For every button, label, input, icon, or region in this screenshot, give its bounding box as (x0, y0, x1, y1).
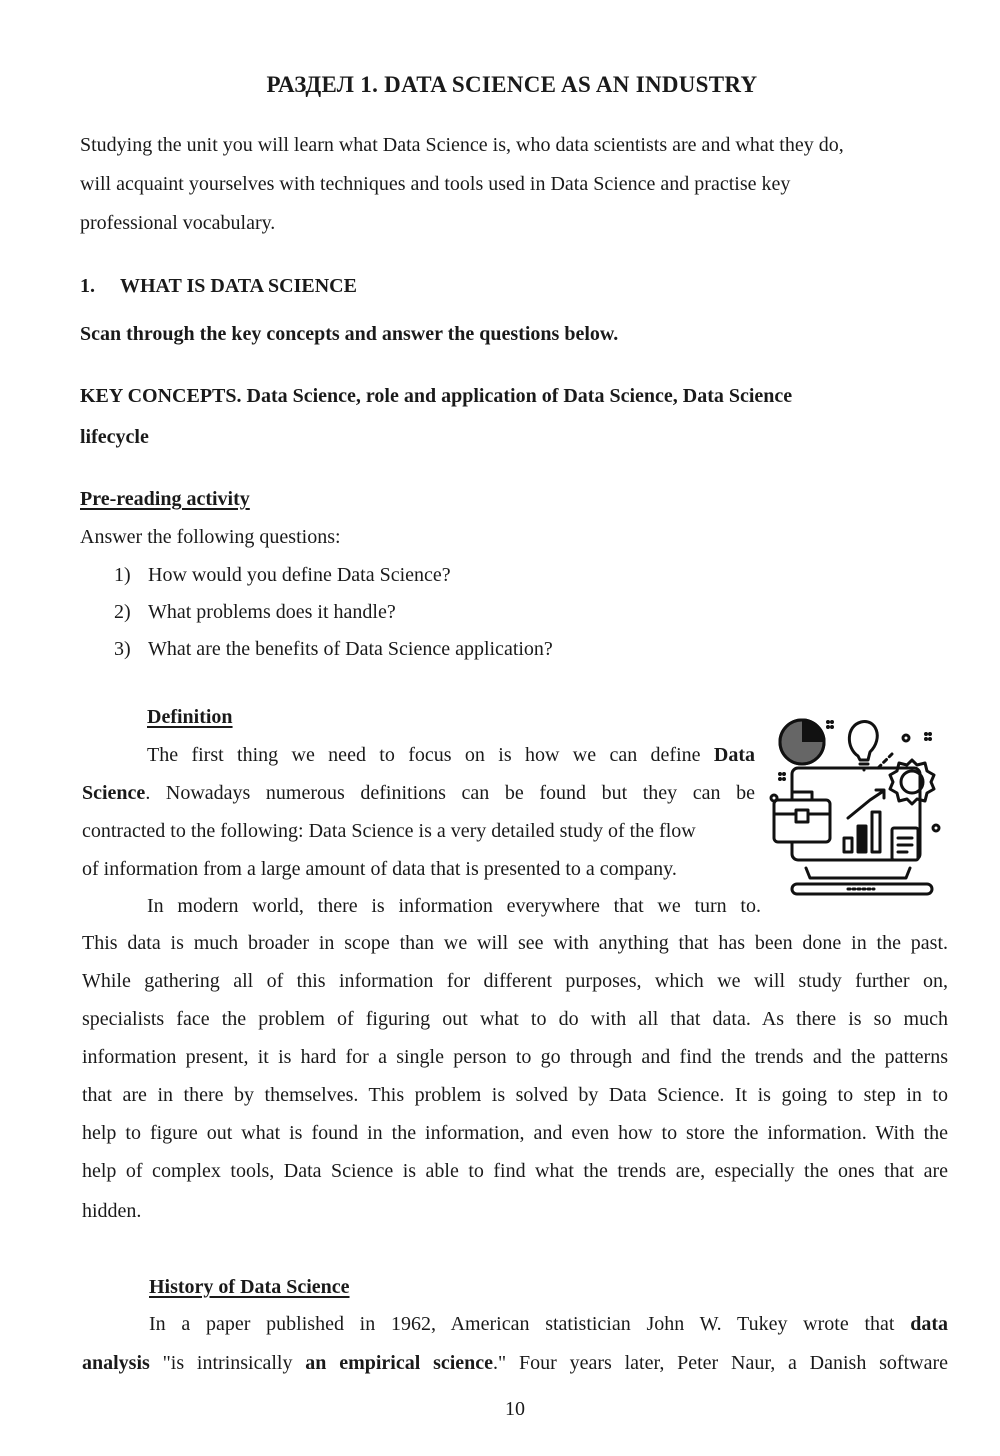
prereading-heading: Pre-reading activity (80, 488, 250, 510)
bold-term: Science (82, 782, 146, 804)
body-line: specialists face the problem of figuring out what to do with all that data. As there is so much (82, 1008, 948, 1030)
prereading-prompt: Answer the following questions: (80, 526, 341, 548)
intro-line-3: professional vocabulary. (80, 212, 276, 234)
list-item-text: What problems does it handle? (148, 601, 396, 623)
bold-term: analysis (82, 1352, 150, 1374)
history-line-2 (82, 1344, 948, 1382)
bold-term: data (910, 1313, 948, 1335)
definition-heading: Definition (147, 706, 233, 728)
pie-chart-icon (780, 720, 824, 764)
body-line: help of complex tools, Data Science is able to find what the trends are, especially the ones that are (82, 1160, 948, 1182)
history-heading: History of Data Science (149, 1276, 350, 1298)
key-concepts-line-1: KEY CONCEPTS. Data Science, role and application of Data Science, Data Science (80, 385, 793, 407)
body-line: While gathering all of this information for different purposes, which we will study further on, (82, 970, 948, 992)
data-science-icon (766, 708, 946, 898)
text-run: . Nowadays numerous definitions can be found but they can be (145, 782, 755, 804)
intro-line-1: Studying the unit you will learn what Data Science is, who data scientists are and what they do, (80, 134, 844, 156)
scan-instruction: Scan through the key concepts and answer the questions below. (80, 323, 619, 345)
body-line: that are in there by themselves. This problem is solved by Data Science. It is going to step in to (82, 1084, 948, 1106)
lightbulb-icon (849, 721, 877, 770)
history-line-1 (149, 1305, 948, 1343)
intro-line-2: will acquaint yourselves with techniques and tools used in Data Science and practise key (80, 173, 791, 195)
text-run: In a paper published in 1962, American statistician John W. Tukey wrote that (149, 1313, 911, 1335)
definition-line-3: contracted to the following: Data Science is a very detailed study of the flow (82, 820, 696, 842)
text-run: The first thing we need to focus on is how we can define (147, 744, 714, 766)
body-line-last: hidden. (82, 1200, 142, 1222)
page-number: 10 (505, 1398, 525, 1420)
bold-term: an empirical science (305, 1352, 494, 1374)
bar-chart-icon (844, 790, 884, 852)
text-run: "is intrinsically (149, 1352, 306, 1374)
list-item (114, 593, 396, 631)
list-item-text: What are the benefits of Data Science application? (148, 638, 553, 660)
list-item-number: 3) (114, 638, 131, 660)
list-item-number: 1) (114, 564, 131, 586)
body-line: information present, it is hard for a single person to go through and find the trends and the patterns (82, 1046, 948, 1068)
briefcase-icon (774, 792, 830, 842)
definition-line-2 (82, 774, 755, 812)
section-heading: WHAT IS DATA SCIENCE (120, 275, 357, 297)
definition-line-5: In modern world, there is information everywhere that we turn to. (147, 895, 761, 917)
section-number: 1. (80, 275, 95, 297)
key-concepts-line-2: lifecycle (80, 426, 149, 448)
body-line: This data is much broader in scope than we will see with anything that has been done in the past. (82, 932, 948, 954)
definition-line-1 (147, 736, 755, 774)
list-item-number: 2) (114, 601, 131, 623)
document-icon (892, 828, 918, 860)
text-run: ." Four years later, Peter Naur, a Danish software (493, 1352, 948, 1374)
bold-term: Data (713, 744, 755, 766)
definition-line-4: of information from a large amount of data that is presented to a company. (82, 858, 677, 880)
body-line: help to figure out what is found in the information, and even how to store the information. With the (82, 1122, 948, 1144)
list-item-text: How would you define Data Science? (148, 564, 451, 586)
page-title: РАЗДЕЛ 1. DATA SCIENCE AS AN INDUSTRY (266, 72, 758, 97)
list-item (114, 556, 451, 594)
list-item (114, 630, 553, 668)
